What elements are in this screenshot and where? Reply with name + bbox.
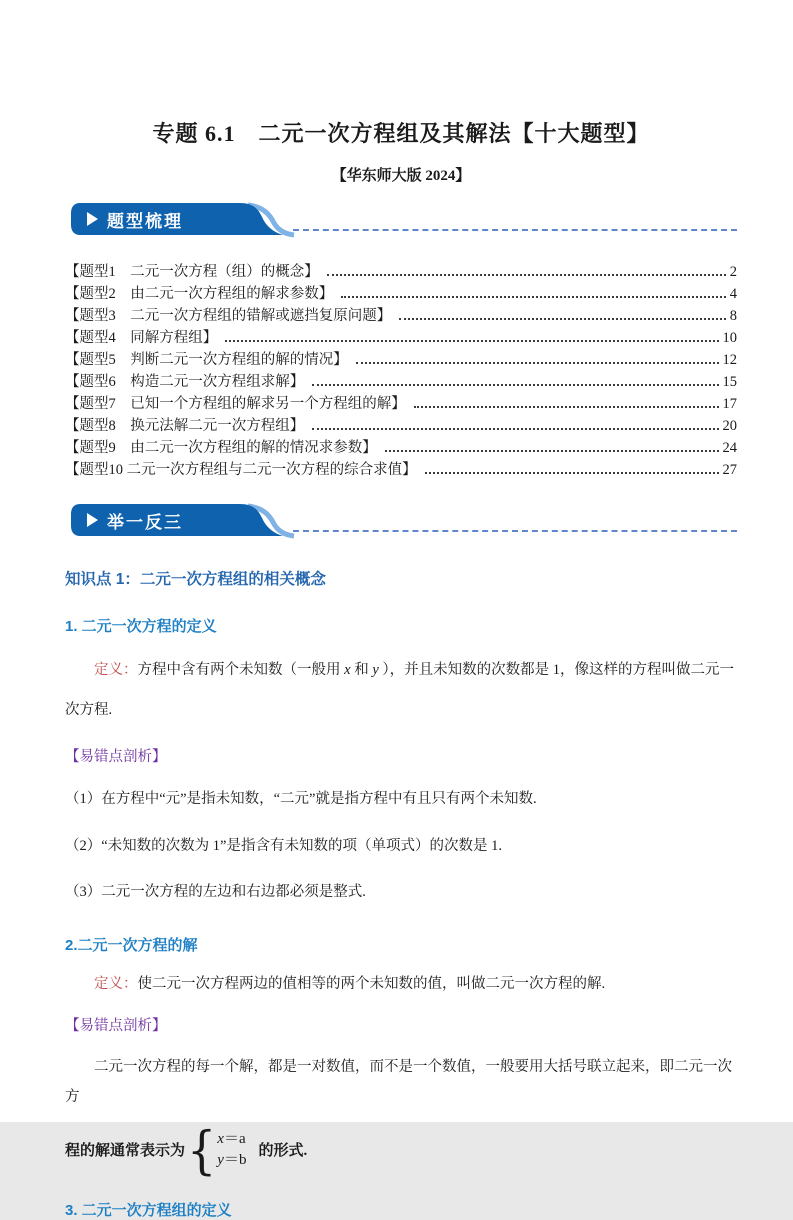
solution-form-line [65, 1119, 737, 1180]
toc-dot-leader [312, 428, 718, 430]
toc-item-label: 【题型4 同解方程组】 [65, 330, 218, 346]
section1-definition [65, 650, 737, 730]
equation-row-2-rhs: ＝b [223, 1152, 247, 1168]
toc-dot-leader [425, 472, 719, 474]
toc-dot-leader [327, 274, 726, 276]
variable-y: y [372, 662, 379, 678]
equation-system [217, 1130, 246, 1169]
toc-dot-leader [399, 318, 726, 320]
section2-heading: 2.二元一次方程的解 [65, 937, 198, 954]
play-icon [87, 212, 98, 226]
toc-dot-leader [225, 340, 718, 342]
toc-dot-leader [341, 296, 726, 298]
toc-item-label: 【题型2 由二元一次方程组的解求参数】 [65, 286, 334, 302]
section1-note-1: （1）在方程中“元”是指未知数，“二元”就是指方程中有且只有两个未知数. [65, 791, 537, 807]
solution-form-post: 的形式. [258, 1143, 308, 1159]
toc-row [65, 371, 737, 393]
toc-page-number: 24 [722, 440, 737, 456]
toc-page-number: 17 [722, 396, 737, 412]
equation-row-1-rhs: ＝a [223, 1131, 246, 1147]
toc-page-number: 15 [722, 374, 737, 390]
toc-item-label: 【题型5 判断二元一次方程组的解的情况】 [65, 352, 348, 368]
toc-dot-leader [312, 384, 718, 386]
toc-row [65, 261, 737, 283]
toc-row [65, 393, 737, 415]
section-banner-practice [65, 503, 737, 537]
definition-text: 使二元一次方程两边的值相等的两个未知数的值，叫做二元一次方程的解. [137, 976, 606, 992]
definition-text-post: ），并且未知数的次数都是 1，像这样的方程叫做二元一次方程. [65, 662, 734, 718]
toc-item-label: 【题型7 已知一个方程组的解求另一个方程组的解】 [65, 396, 406, 412]
variable-x: x [344, 662, 351, 678]
toc-item-label: 【题型9 由二元一次方程组的解的情况求参数】 [65, 440, 377, 456]
banner-practice-label: 举一反三 [107, 512, 183, 532]
left-brace: { [187, 1119, 217, 1180]
equation-row-1 [217, 1130, 246, 1148]
toc-item-label: 【题型8 换元法解二元一次方程组】 [65, 418, 305, 434]
dashed-divider [293, 229, 737, 231]
toc-dot-leader [385, 450, 719, 452]
toc-item-label: 【题型1 二元一次方程（组）的概念】 [65, 264, 319, 280]
toc-page-number: 12 [722, 352, 737, 368]
play-icon [87, 513, 98, 527]
toc-row [65, 349, 737, 371]
section-banner-outline [65, 202, 737, 236]
banner-outline-label: 题型梳理 [107, 211, 183, 231]
toc-row [65, 327, 737, 349]
toc-page-number: 2 [729, 264, 737, 280]
section1-note-3: （3）二元一次方程的左边和右边都必须是整式. [65, 884, 366, 900]
toc-page-number: 10 [722, 330, 737, 346]
definition-text-mid: 和 [350, 662, 373, 678]
toc-dot-leader [414, 406, 719, 408]
table-of-contents [65, 261, 737, 481]
toc-row [65, 459, 737, 481]
toc-row [65, 415, 737, 437]
toc-row [65, 283, 737, 305]
dashed-divider [293, 530, 737, 532]
toc-item-label: 【题型10 二元一次方程组与二元一次方程的综合求值】 [65, 462, 417, 478]
definition-label: 定义： [94, 976, 138, 992]
pitfall-heading: 【易错点剖析】 [65, 748, 167, 765]
banner-outline-content [87, 202, 183, 236]
variable-y: y [217, 1152, 224, 1168]
knowledge-point-heading: 知识点 1：二元一次方程组的相关概念 [65, 571, 326, 588]
toc-item-label: 【题型3 二元一次方程组的错解或遮挡复原问题】 [65, 308, 392, 324]
section2-definition [65, 969, 737, 999]
definition-text-pre: 方程中含有两个未知数（一般用 [137, 662, 345, 678]
toc-page-number: 4 [729, 286, 737, 302]
section3-heading: 3. 二元一次方程组的定义 [65, 1201, 232, 1219]
toc-dot-leader [356, 362, 719, 364]
pitfall-heading: 【易错点剖析】 [65, 1017, 167, 1034]
toc-page-number: 20 [722, 418, 737, 434]
toc-row [65, 437, 737, 459]
equation-row-2 [217, 1151, 246, 1169]
section1-note-2: （2）“未知数的次数为 1”是指含有未知数的项（单项式）的次数是 1. [65, 837, 502, 854]
toc-item-label: 【题型6 构造二元一次方程组求解】 [65, 374, 305, 390]
banner-practice-content [87, 503, 183, 537]
definition-label: 定义： [94, 662, 138, 678]
toc-page-number: 8 [729, 308, 737, 324]
toc-row [65, 305, 737, 327]
page-subtitle: 【华东师大版 2024】 [331, 168, 471, 184]
page-title: 专题 6.1 二元一次方程组及其解法【十大题型】 [152, 121, 650, 146]
variable-x: x [217, 1131, 224, 1147]
solution-form-pre: 程的解通常表示为 [65, 1143, 186, 1159]
section2-note-line1: 二元一次方程的每一个解，都是一对数值，而不是一个数值，一般要用大括号联立起来，即二元一次方 [65, 1059, 732, 1105]
section1-heading: 1. 二元一次方程的定义 [65, 618, 217, 635]
toc-page-number: 27 [722, 462, 737, 478]
